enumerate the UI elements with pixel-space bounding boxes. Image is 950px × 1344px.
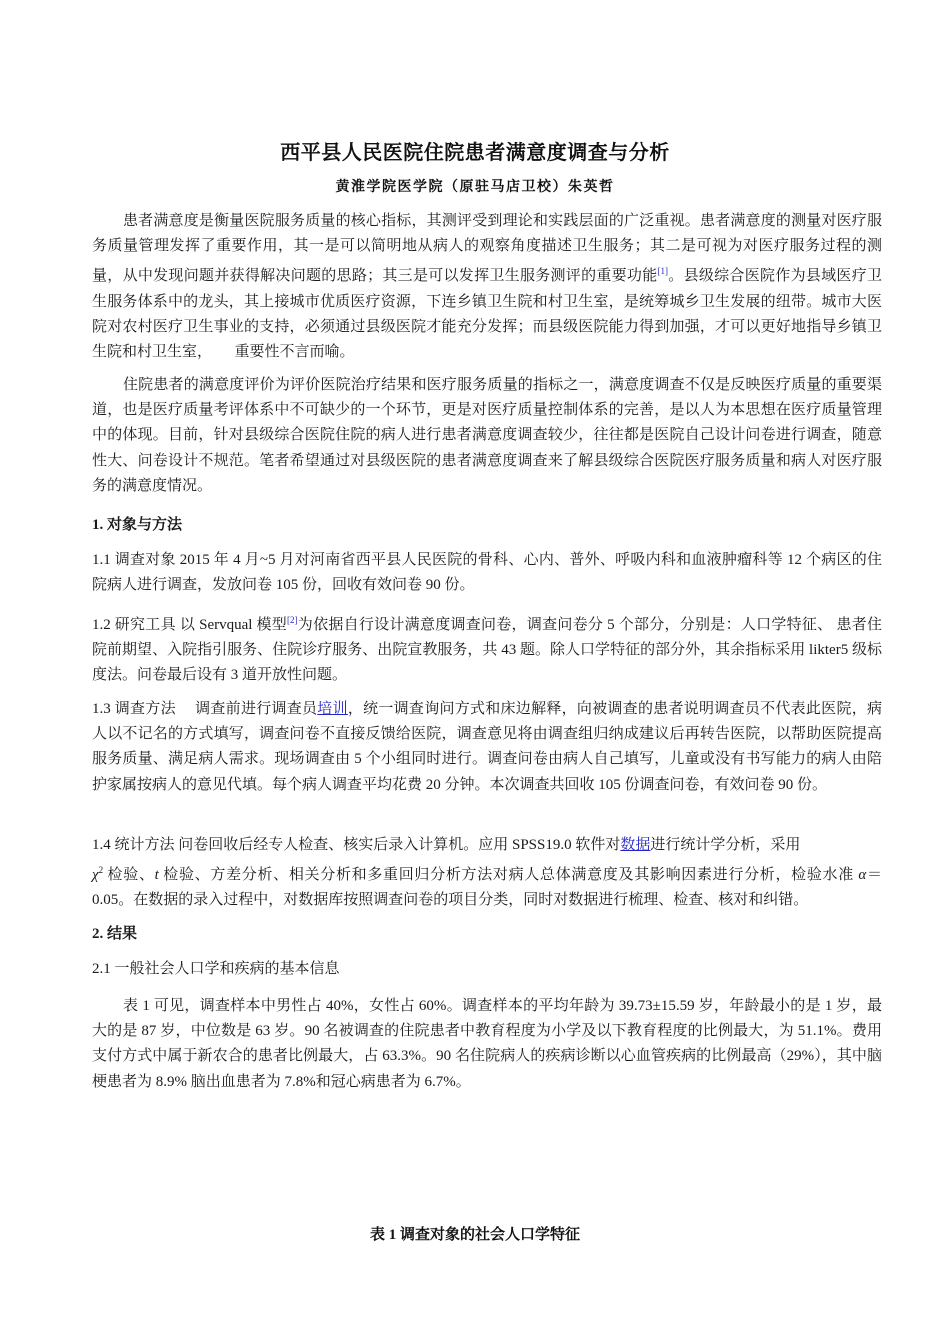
intro-paragraph-2: 住院患者的满意度评价为评价医院治疗结果和医疗服务质量的指标之一，满意度调查不仅是反映医疗质量的重要渠道，也是医疗质量考评体系中不可缺少的一个环节，更是对医疗质量控制体系的完善，是以人为本思想在医疗质量管理中的体现。目前，针对县级综合医院住院的病人进行患者满意度调查较少，往往都是医院自己设计问卷进行调查，随意性大、问卷设计不规范。笔者希望通过对县级医院的患者满意度调查来了解县级综合医院医疗服务质量和病人对医疗服务的满意度情况。 [92,377,882,494]
section-2-1-paragraph: 表 1 可见，调查样本中男性占 40%，女性占 60%。调查样本的平均年龄为 39.73±15.59 岁，年龄最小的是 1 岁，最大的是 87 岁，中位数是 63 岁。90 名被调查的住院患者中教育程度为小学及以下教育程度的比例最大，为 51.1%。费用支付方式中属于新农合的患者比例最大，占 63.3%。90 名住院病人的疾病诊断以心血管疾病的比例最高（29%），其中脑梗患者为 8.9% 脑出血患者为 7.8%和冠心病患者为 6.7%。 [92,998,882,1090]
section-2-1-subheading: 2.1 一般社会人口学和疾病的基本信息 [92,961,340,977]
intro-paragraph-1 [92,209,882,365]
section-2-heading: 2. 结果 [92,926,138,942]
citation-ref-1[interactable]: [1] [657,266,669,277]
paper-title: 西平县人民医院住院患者满意度调查与分析 [280,140,670,164]
citation-ref-2[interactable]: [2] [287,615,298,625]
data-link[interactable]: 数据 [620,837,651,853]
s1-4-text-a: 1.4 统计方法 问卷回收后经专人检查、核实后录入计算机。应用 SPSS19.0 软件对 [92,837,621,853]
section-1-3-paragraph [92,697,882,798]
s1-4-text-c: 检验、 [103,867,155,884]
section-1-heading: 1. 对象与方法 [92,517,183,533]
s1-3-text-b: ，统一调查询问方式和床边解释，向被调查的患者说明调查员不代表此医院，病人以不记名的方式填写，调查问卷不直接反馈给医院，调查意见将由调查组归纳成建议后再转告医院，以帮助医院提高服务质量、满足病人需求。现场调查由 5 个小组同时进行。调查问卷由病人自己填写，儿童或没有书写能力的病人由陪护家属按病人的意见代填。每个病人调查平均花费 20 分钟。本次调查共回收 105 份调查问卷，有效问卷 90 份。 [92,701,882,793]
section-1-4-paragraph [92,833,882,914]
table-1-caption: 表 1 调查对象的社会人口学特征 [369,1227,580,1243]
intro-p1-text-b: 。县级综合医院作为县域医疗卫生服务体系中的龙头，其上接城市优质医疗资源，下连乡镇卫生院和村卫生室，是统筹城乡卫生发展的纽带。城市大医院对农村医疗卫生事业的支持，必须通过县级医院才能充分发挥；而县级医院能力得到加强，才可以更好地指导乡镇卫生院和村卫生室， 重要性不言而喻。 [92,268,882,361]
section-1-2-paragraph [92,608,882,689]
training-link[interactable]: 培训 [317,701,348,717]
intro-p1-text-a: 患者满意度是衡量医院服务质量的核心指标，其测评受到理论和实践层面的广泛重视。患者满意度的测量对医疗服务质量管理发挥了重要作用，其一是可以简明地从病人的观察角度描述卫生服务；其二是可视为对医疗服务过程的测量，从中发现问题并获得解决问题的思路；其三是可以发挥卫生服务测评的重要功能 [92,213,882,285]
s1-4-text-e: ＝0.05。在数据的录入过程中，对数据库按照调查问卷的项目分类，同时对数据进行梳理、检查、核对和纠错。 [92,867,882,909]
s1-2-text-a: 1.2 研究工具 以 Servqual 模型 [92,617,288,633]
paper-authors: 黄淮学院医学院（原驻马店卫校）朱英哲 [335,179,615,195]
t-symbol: t [154,867,159,884]
s1-3-text-a: 1.3 调查方法 调查前进行调查员 [92,701,318,717]
chi-superscript: 2 [98,865,104,876]
s1-4-text-d: 检验、方差分析、相关分析和多重回归分析方法对病人总体满意度及其影响因素进行分析，检验水准 [158,867,859,884]
section-1-1-paragraph: 1.1 调查对象 2015 年 4 月~5 月对河南省西平县人民医院的骨科、心内、普外、呼吸内科和血液肿瘤科等 12 个病区的住院病人进行调查，发放问卷 105 份，回收有效问卷 90 份。 [92,552,882,594]
alpha-symbol: α [858,867,867,884]
chi-symbol: χ [92,867,99,884]
s1-4-text-b: 进行统计学分析，采用 [650,837,801,853]
s1-2-text-b: 为依据自行设计满意度调查问卷，调查问卷分 5 个部分，分别是：人口学特征、 患者住院前期望、入院指引服务、住院诊疗服务、出院宣教服务，共 43 题。除人口学特征的部分外，其余指标采用 likter5 级标度法。问卷最后设有 3 道开放性问题。 [92,617,882,684]
